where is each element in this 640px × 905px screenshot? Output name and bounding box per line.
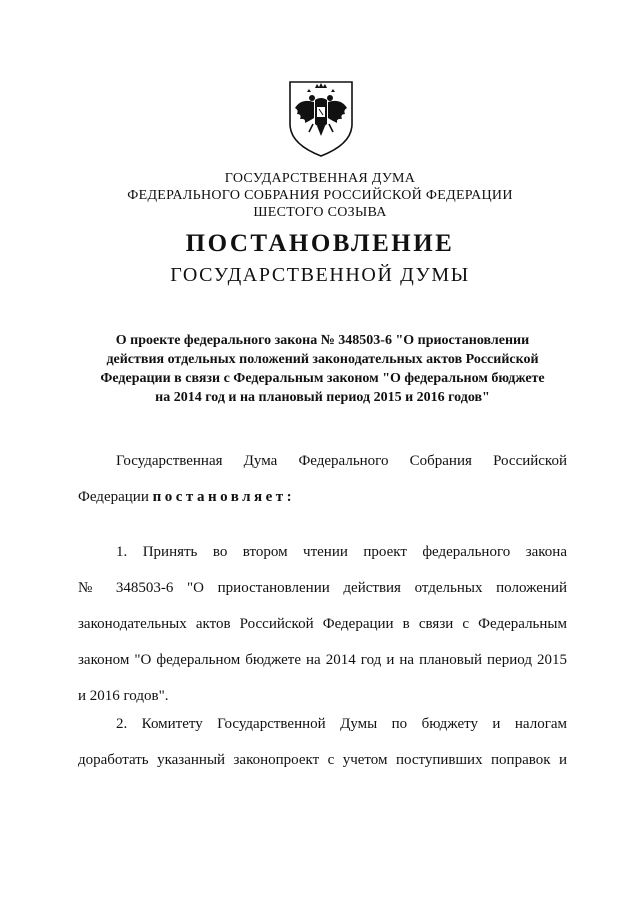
- header-line-duma: ГОСУДАРСТВЕННАЯ ДУМА: [224, 171, 416, 186]
- header-line-convocation: ШЕСТОГО СОЗЫВА: [253, 205, 387, 220]
- preamble-paragraph: [78, 443, 567, 515]
- item-1-line: и 2016 годов".: [78, 688, 169, 704]
- item-1-line: № 348503-6 "О приостановлении действия отдельных положений: [78, 580, 567, 596]
- item-1-line: законом "О федеральном бюджете на 2014 год и на плановый период 2015: [78, 652, 567, 668]
- institution-header: [0, 170, 640, 221]
- item-1-paragraph: [78, 534, 567, 714]
- subject-line: действия отдельных положений законодательных актов Российской: [106, 352, 539, 367]
- subject-line: Федерации в связи с Федеральным законом "О федеральном бюджете: [100, 371, 545, 386]
- item-2-paragraph: [78, 706, 567, 778]
- preamble-line: [78, 479, 567, 515]
- document-title: ПОСТАНОВЛЕНИЕ: [185, 230, 455, 257]
- subject-line: на 2014 год и на плановый период 2015 и 2016 годов": [155, 390, 490, 405]
- item-2-line: доработать указанный законопроект с учетом поступивших поправок и: [78, 752, 567, 768]
- item-1-line: 1. Принять во втором чтении проект федерального закона: [116, 544, 567, 560]
- header-line-assembly: ФЕДЕРАЛЬНОГО СОБРАНИЯ РОССИЙСКОЙ ФЕДЕРАЦИИ: [127, 188, 513, 203]
- subject-line: О проекте федерального закона № 348503-6 "О приостановлении: [115, 333, 530, 348]
- resolution-verb: постановляет:: [152, 489, 296, 505]
- document-subject: [80, 331, 565, 407]
- preamble-line: Государственная Дума Федерального Собрания Российской: [116, 453, 567, 469]
- coat-of-arms-emblem-icon: [287, 80, 355, 158]
- item-1-line: законодательных актов Российской Федерации в связи с Федеральным: [78, 616, 567, 632]
- item-2-line: 2. Комитету Государственной Думы по бюджету и налогам: [116, 716, 567, 732]
- document-subtitle: ГОСУДАРСТВЕННОЙ ДУМЫ: [170, 264, 470, 286]
- preamble-start: Федерации: [78, 489, 149, 505]
